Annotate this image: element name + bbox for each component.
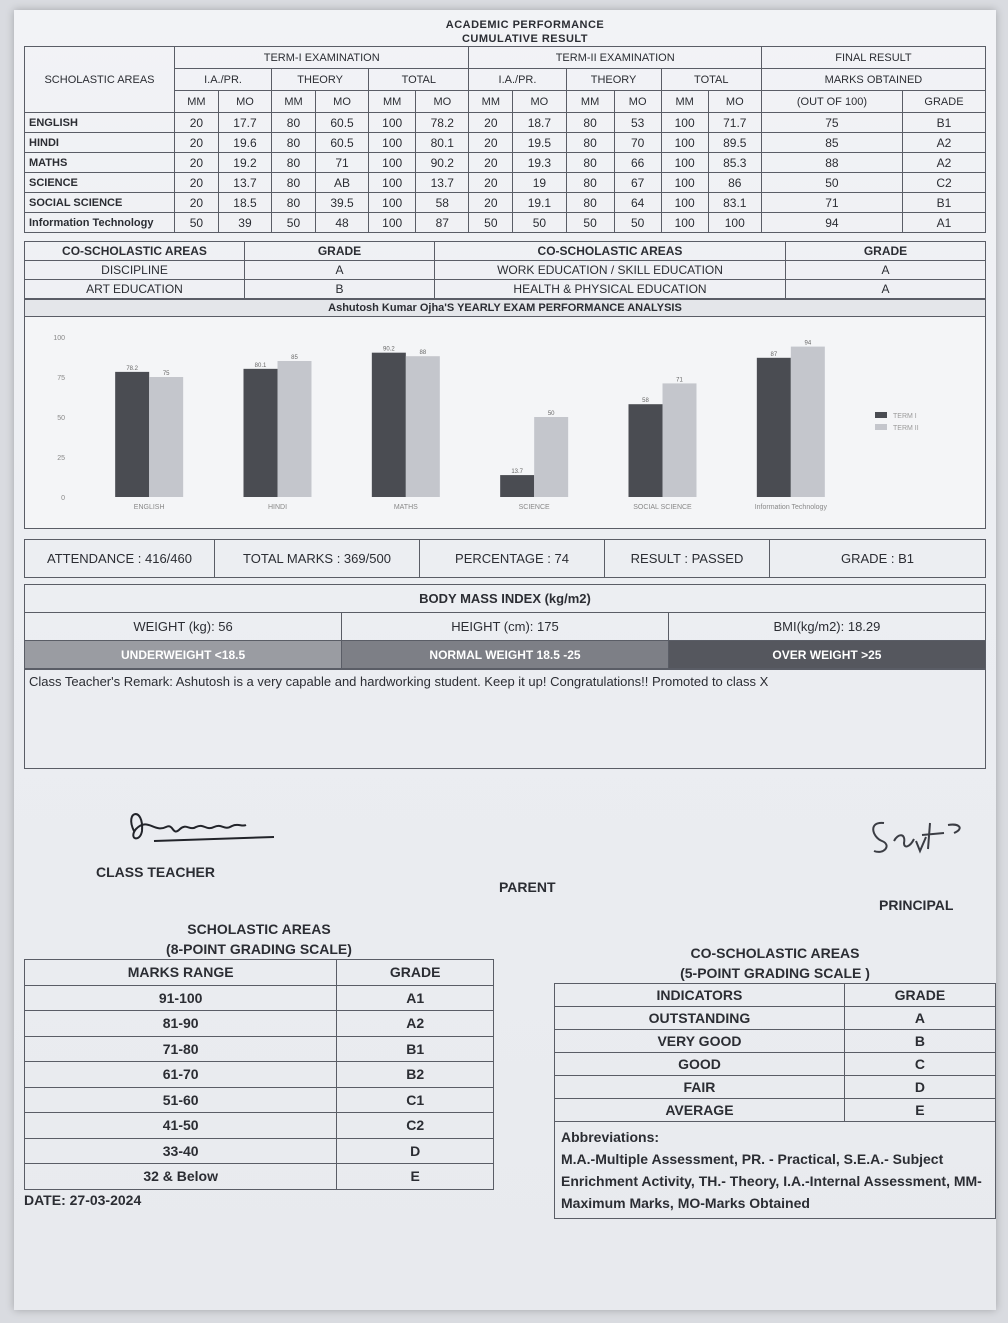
term1-mark: 60.5 [315,113,368,133]
grade-value: A1 [337,985,494,1011]
term2-mark: 20 [469,153,513,173]
principal-signature [864,811,974,861]
report-card-sheet [14,10,996,1310]
grade-header-left: GRADE [245,242,435,261]
term2-mark: 20 [469,173,513,193]
term1-mark: 20 [175,153,219,173]
mm-header: MM [369,91,416,113]
table-row [25,213,986,233]
term2-mark: 50 [469,213,513,233]
bar-value-label: 71 [676,377,683,384]
x-category-label: SOCIAL SCIENCE [633,504,692,511]
marks-range: 51-60 [25,1087,337,1113]
discipline-grade: A [245,261,435,280]
table-row [555,1030,996,1053]
t1-total-header: TOTAL [369,69,469,91]
term2-mark: 64 [614,193,661,213]
normal-weight-band: NORMAL WEIGHT 18.5 -25 [342,641,669,669]
bar-term1 [500,475,534,497]
indicator: AVERAGE [555,1099,845,1122]
y-tick-label: 0 [61,495,65,502]
signature-row [24,769,986,919]
term2-mark: 80 [566,133,614,153]
art-education-grade: B [245,280,435,299]
underweight-band: UNDERWEIGHT <18.5 [25,641,342,669]
term2-mark: 19.5 [513,133,566,153]
x-category-label: SCIENCE [518,504,550,511]
grade-header-right: GRADE [786,242,986,261]
legend-swatch [875,424,887,430]
final-marks: 88 [761,153,902,173]
final-marks: 71 [761,193,902,213]
discipline-label: DISCIPLINE [25,261,245,280]
report-subtitle: CUMULATIVE RESULT [461,33,589,45]
final-grade: A2 [902,133,985,153]
term1-mark: 20 [175,113,219,133]
x-category-label: ENGLISH [133,504,165,511]
term2-mark: 71.7 [708,113,761,133]
term2-mark: 80 [566,153,614,173]
mm-header: MM [469,91,513,113]
report-date: DATE: 27-03-2024 [24,1191,142,1208]
bar-term1 [757,358,791,497]
bar-value-label: 13.7 [511,469,524,476]
term2-mark: 100 [661,133,708,153]
marks-obtained-header: MARKS OBTAINED [761,69,985,91]
term2-mark: 100 [661,153,708,173]
marks-range: 71-80 [25,1036,337,1062]
term1-mark: 100 [369,113,416,133]
performance-bar-chart [25,317,985,527]
final-grade: B1 [902,113,985,133]
table-row [25,1036,494,1062]
term2-mark: 20 [469,133,513,153]
height-value: HEIGHT (cm): 175 [342,613,669,641]
mm-header: MM [272,91,316,113]
bar-term1 [244,369,278,497]
mm-header: MM [566,91,614,113]
grading-scales [24,919,986,1219]
bar-term1 [629,404,663,497]
table-row [25,1138,494,1164]
term2-mark: 100 [708,213,761,233]
final-marks: 50 [761,173,902,193]
term2-mark: 80 [566,113,614,133]
subject-name: ENGLISH [25,113,175,133]
grade-value: D [337,1138,494,1164]
term2-mark: 19.1 [513,193,566,213]
term1-mark: 19.6 [218,133,271,153]
coscholastic-header-left: CO-SCHOLASTIC AREAS [25,242,245,261]
bar-value-label: 94 [804,340,812,347]
grade-header: GRADE [844,984,995,1007]
mo-header: MO [614,91,661,113]
final-marks: 85 [761,133,902,153]
term1-mark: 20 [175,173,219,193]
marks-range: 81-90 [25,1011,337,1037]
final-result-header: FINAL RESULT [761,47,985,69]
x-category-label: HINDI [267,504,288,511]
term1-mark: 13.7 [416,173,469,193]
overweight-band: OVER WEIGHT >25 [668,641,985,669]
term1-mark: 71 [315,153,368,173]
total-marks: TOTAL MARKS : 369/500 [215,540,420,578]
attendance: ATTENDANCE : 416/460 [25,540,215,578]
term1-mark: 20 [175,133,219,153]
bar-value-label: 75 [162,371,170,377]
scholastic-grading-table [24,959,494,1190]
bar-term2 [791,347,825,497]
x-category-label: MATHS [393,504,418,511]
term2-mark: 100 [661,193,708,213]
term1-mark: 100 [369,193,416,213]
bar-term2 [534,417,568,497]
term1-mark: 100 [369,173,416,193]
term1-mark: 48 [315,213,368,233]
class-teacher-signature [114,801,294,851]
scholastic-table [24,46,986,233]
bar-term2 [663,383,697,497]
bar-value-label: 80.1 [254,362,267,369]
term2-mark: 50 [614,213,661,233]
mm-header: MM [175,91,219,113]
work-education-grade: A [786,261,986,280]
subject-name: SOCIAL SCIENCE [25,193,175,213]
term1-mark: 80 [272,133,316,153]
table-row [555,1007,996,1030]
final-grade: A1 [902,213,985,233]
report-title: ACADEMIC PERFORMANCE [445,19,605,31]
mo-header: MO [218,91,271,113]
table-row [25,985,494,1011]
scholastic-areas-header: SCHOLASTIC AREAS [25,47,175,113]
term1-mark: 80 [272,173,316,193]
final-grade: A2 [902,153,985,173]
bar-value-label: 50 [547,411,555,417]
mo-header: MO [315,91,368,113]
indicator: FAIR [555,1076,845,1099]
abbreviations-title: Abbreviations: [561,1129,660,1145]
term2-mark: 85.3 [708,153,761,173]
health-education-grade: A [786,280,986,299]
report-header [64,18,986,46]
legend-label: TERM II [893,425,919,432]
term1-mark: 60.5 [315,133,368,153]
subject-name: MATHS [25,153,175,173]
term1-mark: 90.2 [416,153,469,173]
grade-value: E [844,1099,995,1122]
summary-table [24,539,986,578]
scholastic-scale [24,919,494,1208]
bar-value-label: 88 [419,350,427,357]
term1-mark: 100 [369,133,416,153]
work-education-label: WORK EDUCATION / SKILL EDUCATION [435,261,786,280]
term1-mark: 39 [218,213,271,233]
table-row [25,1087,494,1113]
term2-mark: 67 [614,173,661,193]
bar-value-label: 58 [642,398,649,405]
chart-title: Ashutosh Kumar Ojha'S YEARLY EXAM PERFORMANCE ANALYSIS [24,299,986,317]
out-of-header: (OUT OF 100) [761,91,902,113]
term1-mark: 80 [272,193,316,213]
legend-label: TERM I [893,413,917,420]
term2-mark: 89.5 [708,133,761,153]
final-grade: B1 [902,193,985,213]
marks-range-header: MARKS RANGE [25,960,337,986]
table-row [25,1113,494,1139]
coscholastic-header-right: CO-SCHOLASTIC AREAS [435,242,786,261]
marks-range: 91-100 [25,985,337,1011]
term1-mark: 100 [369,153,416,173]
term2-mark: 80 [566,193,614,213]
mm-header: MM [661,91,708,113]
health-education-label: HEALTH & PHYSICAL EDUCATION [435,280,786,299]
table-row [25,1011,494,1037]
legend-swatch [875,412,887,418]
coscholastic-scale-title: CO-SCHOLASTIC AREAS [690,945,860,961]
final-marks: 75 [761,113,902,133]
t1-ia-header: I.A./PR. [175,69,272,91]
coscholastic-scale-subtitle: (5-POINT GRADING SCALE ) [680,965,870,981]
indicators-header: INDICATORS [555,984,845,1007]
table-row [25,1164,494,1190]
term2-mark: 19 [513,173,566,193]
t2-ia-header: I.A./PR. [469,69,566,91]
y-tick-label: 75 [57,375,65,382]
table-row [555,1053,996,1076]
term2-mark: 50 [566,213,614,233]
grade-value: A2 [337,1011,494,1037]
final-marks: 94 [761,213,902,233]
table-row [25,173,986,193]
term2-mark: 70 [614,133,661,153]
mo-header: MO [513,91,566,113]
t1-theory-header: THEORY [272,69,369,91]
coscholastic-scale [554,943,996,1219]
bar-term2 [406,356,440,497]
weight-value: WEIGHT (kg): 56 [25,613,342,641]
final-grade: C2 [902,173,985,193]
term1-mark: 19.2 [218,153,271,173]
indicator: OUTSTANDING [555,1007,845,1030]
term1-mark: 80.1 [416,133,469,153]
term2-mark: 53 [614,113,661,133]
bmi-table [24,584,986,669]
mo-header: MO [708,91,761,113]
term2-header: TERM-II EXAMINATION [469,47,761,69]
term1-mark: 100 [369,213,416,233]
term1-mark: 87 [416,213,469,233]
grade-value: B1 [337,1036,494,1062]
coscholastic-table [24,241,986,299]
term2-mark: 18.7 [513,113,566,133]
grade-value: D [844,1076,995,1099]
indicator: VERY GOOD [555,1030,845,1053]
y-tick-label: 25 [57,455,65,462]
result-status: RESULT : PASSED [605,540,770,578]
grade-value: C1 [337,1087,494,1113]
term2-mark: 20 [469,113,513,133]
table-row [25,133,986,153]
principal-label: PRINCIPAL [879,897,954,913]
marks-range: 32 & Below [25,1164,337,1190]
term1-mark: 20 [175,193,219,213]
bar-value-label: 87 [770,351,778,358]
subject-name: SCIENCE [25,173,175,193]
term1-header: TERM-I EXAMINATION [175,47,469,69]
term1-mark: 58 [416,193,469,213]
overall-grade: GRADE : B1 [770,540,986,578]
bmi-value: BMI(kg/m2): 18.29 [668,613,985,641]
term1-mark: AB [315,173,368,193]
term1-mark: 13.7 [218,173,271,193]
grade-value: B [844,1030,995,1053]
term1-mark: 50 [272,213,316,233]
marks-range: 41-50 [25,1113,337,1139]
term2-mark: 66 [614,153,661,173]
grade-header: GRADE [902,91,985,113]
bar-term2 [149,377,183,497]
table-row [25,193,986,213]
y-tick-label: 100 [53,335,65,342]
t2-theory-header: THEORY [566,69,661,91]
scholastic-scale-subtitle: (8-POINT GRADING SCALE) [166,941,352,957]
term2-mark: 80 [566,173,614,193]
t2-total-header: TOTAL [661,69,761,91]
mo-header: MO [416,91,469,113]
table-row [555,1099,996,1122]
table-row [25,113,986,133]
term2-mark: 19.3 [513,153,566,173]
term2-mark: 20 [469,193,513,213]
grade-value: C [844,1053,995,1076]
grade-value: B2 [337,1062,494,1088]
term2-mark: 100 [661,213,708,233]
art-education-label: ART EDUCATION [25,280,245,299]
subject-name: Information Technology [25,213,175,233]
term2-mark: 100 [661,173,708,193]
class-teacher-remark: Class Teacher's Remark: Ashutosh is a very capable and hardworking student. Keep it up! Congratulations!! Promoted to class X [24,669,986,769]
term1-mark: 18.5 [218,193,271,213]
bmi-title: BODY MASS INDEX (kg/m2) [25,585,986,613]
abbreviations-text: M.A.-Multiple Assessment, PR. - Practical, S.E.A.- Subject Enrichment Activity, TH.- Theory, I.A.-Internal Assessment, MM-Maximum Marks, MO-Marks Obtained [561,1151,982,1211]
bar-term1 [372,353,406,497]
table-row [25,153,986,173]
grade-header: GRADE [337,960,494,986]
grade-value: C2 [337,1113,494,1139]
performance-chart [24,317,986,529]
x-category-label: Information Technology [754,504,827,511]
bar-value-label: 90.2 [382,346,395,353]
bar-term1 [115,372,149,497]
grade-value: A [844,1007,995,1030]
term1-mark: 80 [272,113,316,133]
marks-range: 61-70 [25,1062,337,1088]
term1-mark: 80 [272,153,316,173]
coscholastic-grading-table [554,983,996,1122]
indicator: GOOD [555,1053,845,1076]
term1-mark: 78.2 [416,113,469,133]
term1-mark: 39.5 [315,193,368,213]
class-teacher-label: CLASS TEACHER [96,864,216,880]
parent-label: PARENT [499,879,556,895]
subject-name: HINDI [25,133,175,153]
scholastic-scale-title: SCHOLASTIC AREAS [187,921,331,937]
percentage: PERCENTAGE : 74 [420,540,605,578]
bar-term2 [278,361,312,497]
bar-value-label: 78.2 [126,365,139,372]
bar-value-label: 85 [291,355,298,361]
term2-mark: 83.1 [708,193,761,213]
table-row [25,1062,494,1088]
term1-mark: 17.7 [218,113,271,133]
term2-mark: 86 [708,173,761,193]
term2-mark: 50 [513,213,566,233]
term2-mark: 100 [661,113,708,133]
y-tick-label: 50 [57,415,65,422]
marks-range: 33-40 [25,1138,337,1164]
abbreviations-box [554,1122,996,1219]
table-row [555,1076,996,1099]
term1-mark: 50 [175,213,219,233]
grade-value: E [337,1164,494,1190]
